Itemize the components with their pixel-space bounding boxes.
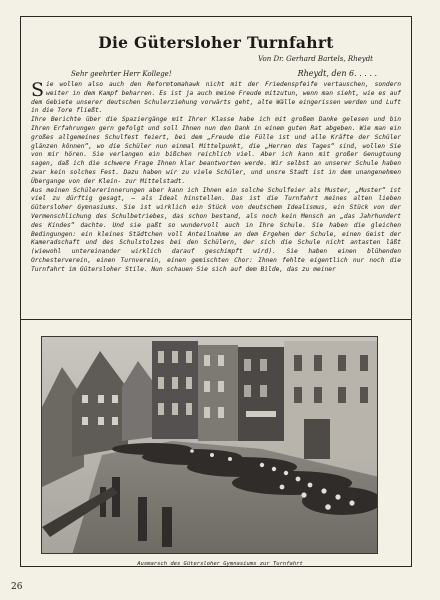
salutation-row (31, 67, 401, 81)
photo-caption: Ausmarsch des Gütersloher Gymnasiums zur Turnfahrt (137, 561, 303, 567)
paragraph-1 (31, 81, 401, 116)
paragraph-2: Ihre Berichte über die Spaziergänge mit Ihrer Klasse habe ich mit großem Danke gelesen und bin Ihren Erfahrungen gern gefolgt und soll Ihnen nun den Dank in einem guten Rat abgeben. Wie man ein großes allgemeines Schulfest feiert, bei dem „Freude die Fülle ist und alle Kräfte der Schüler glänzen können“, wo die Schüler nun einmal Mittelpunkt, die „Herren des Tages“ sind, wollen Sie von mir hören. Sie verlangen ein bißchen reichlich viel. Aber ich kann mit großer Genugtuung sagen, daß ich die schwere Frage Ihnen klar beantworten werde. Wir selbst an unserer Schule haben zwar kein solches Fest. Dazu haben wir zu viele Schüler, und unsre Stadt ist in dem unangenehmen Übergange von der Klein- zur Mittelstadt. (31, 116, 401, 185)
salutation: Sehr geehrter Herr Kollege! (71, 70, 172, 78)
paragraph-1-text: ie wollen also auch den Reformtomahawk nicht mit der Friedenspfeife vertauschen, sondern weiter in dem Kampf beharren. Es ist ja auch meine Freude mitzutun, wenn man sieht, wie es auf dem Gebiete unserer deutschen Schulerziehung vorwärts geht, alte Wälle eingerissen werden und Luft in die Tore fließt. (31, 81, 401, 115)
page-number: 26 (11, 582, 23, 592)
article-byline: Von Dr. Gerhard Bartels, Rheydt (258, 55, 373, 63)
article-text-area (21, 17, 411, 319)
article-body (31, 81, 401, 275)
drop-cap: S (31, 79, 45, 101)
article-title: Die Gütersloher Turnfahrt (98, 33, 334, 52)
paragraph-3: Aus meinen Schülererinnerungen aber kann ich Ihnen ein solche Schulfeier als Muster, „Muster“ ist viel zu dürftig gesagt, – als Ideal hinstellen. Das ist die Turnfahrt meines alten lieben Gütersloher Gymnasiums. Sie ist wirklich ein Stück von deutschem Idealismus, ein Stück von der Vermenschlichung des Schulbetriebes, das schon bestand, als noch kein Mensch an „das Jahrhundert des Kindes“ dachte. Und sie paßt so wundervoll auch in Ihre Schule. Sie haben die gleichen Bedingungen: ein kleines Städtchen voll Anteilnahme an dem Ergehen der Schule, einen Geist der Kameradschaft und des Schulstolzes bei den Schülern, der sich die Schule nicht antasten läßt (wiewohl untereinander wirklich darauf geschimpft wird). Sie haben einen blühenden Orchesterverein, einen Turnverein, einen gemischten Chor: Ihnen fehlte eigentlich nur noch die Turnfahrt im Gütersloher Stile. Nun schauen Sie sich auf dem Bilde, das zu meiner (31, 186, 401, 273)
parade-photo-illustration (42, 337, 378, 554)
parade-photo (41, 336, 378, 554)
place-date: Rheydt, den 6. . . . . (297, 69, 377, 78)
section-divider (21, 319, 411, 320)
